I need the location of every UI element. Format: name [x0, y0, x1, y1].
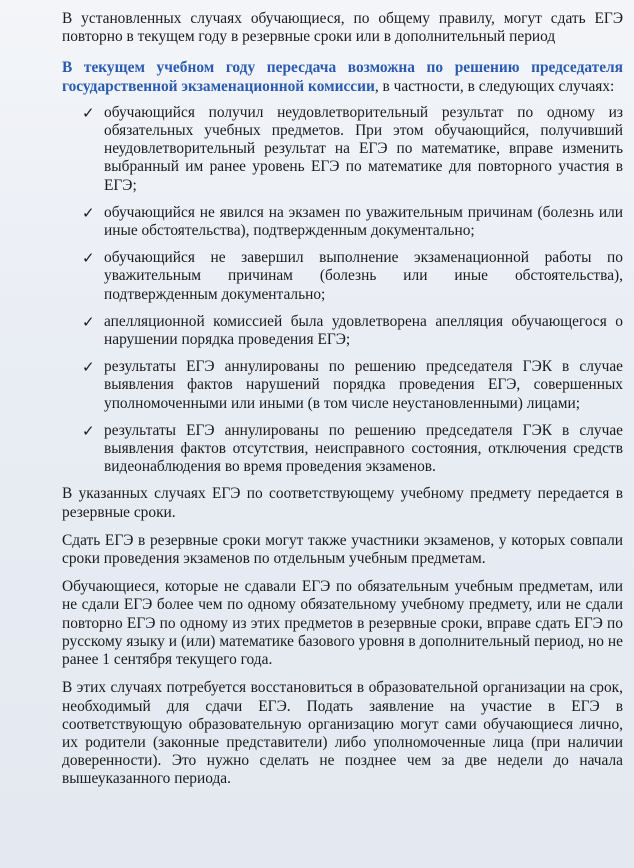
list-item-text: результаты ЕГЭ аннулированы по решению председателя ГЭК в случае выявления фактов отсутствия, неисправного состояния, отключения средств видеонаблюдения во время проведения экзаменов. [104, 421, 623, 476]
checkmark-icon: ✓ [82, 103, 95, 122]
cases-list [62, 104, 623, 477]
additional-period-paragraph: Обучающиеся, которые не сдавали ЕГЭ по обязательным учебным предметам, или не сдали ЕГЭ более чем по одному обязательному учебному предмету, или не сдали повторно ЕГЭ по одному из этих предметов в резервные сроки, вправе сдать ЕГЭ по русскому языку и (или) математике базового уровня в дополнительный период, но не ранее 1 сентября текущего года. [62, 578, 623, 669]
list-item-text: обучающийся не явился на экзамен по уважительным причинам (болезнь или иные обстоятельства), подтвержденным документально; [104, 203, 623, 240]
intro-paragraph: В установленных случаях обучающиеся, по общему правилу, могут сдать ЕГЭ повторно в текущем году в резервные сроки или в дополнительный период [62, 10, 623, 46]
checkmark-icon: ✓ [82, 421, 95, 440]
lead-rest-text: , в частности, в следующих случаях: [374, 77, 615, 95]
reserve-dates-paragraph: В указанных случаях ЕГЭ по соответствующему учебному предмету передается в резервные сроки. [62, 485, 623, 521]
list-item [82, 249, 623, 304]
list-item-text: обучающийся не завершил выполнение экзаменационной работы по уважительным причинам (болезнь или иные обстоятельства), подтвержденным документально; [104, 249, 623, 303]
list-item [82, 358, 623, 413]
lead-paragraph [62, 59, 623, 95]
list-item-text: апелляционной комиссией была удовлетворена апелляция обучающегося о нарушении порядка проведения ЕГЭ; [104, 312, 623, 349]
overlap-paragraph: Сдать ЕГЭ в резервные сроки могут также участники экзаменов, у которых совпали сроки проведения экзаменов по отдельным учебным предметам. [62, 531, 623, 568]
list-item [82, 203, 623, 240]
highlighted-text: В текущем учебном году пересдача возможна по решению председателя государственной экзаменационной комиссии [62, 59, 623, 95]
checkmark-icon: ✓ [82, 203, 95, 222]
checkmark-icon: ✓ [82, 249, 95, 268]
checkmark-icon: ✓ [82, 358, 95, 377]
list-item [82, 103, 623, 195]
list-item [82, 421, 623, 477]
list-item-text: обучающийся получил неудовлетворительный результат по одному из обязательных учебных предметов. При этом обучающийся, получивший неудовлетворительный результат на ЕГЭ по математике, вправе изменить выбранный им ранее уровень ЕГЭ по математике для повторного участия в ЕГЭ; [104, 103, 623, 194]
list-item [82, 312, 623, 349]
checkmark-icon: ✓ [82, 312, 95, 331]
list-item-text: результаты ЕГЭ аннулированы по решению председателя ГЭК в случае выявления фактов нарушений порядка проведения ЕГЭ, совершенных уполномоченными или иными (в том числе неустановленными) лицами; [104, 358, 623, 412]
restore-paragraph: В этих случаях потребуется восстановиться в образовательной организации на срок, необходимый для сдачи ЕГЭ. Подать заявление на участие в ЕГЭ в соответствующую образовательную организацию могут сами обучающиеся лично, их родители (законные представители) либо уполномоченные лица (при наличии доверенности). Это нужно сделать не позднее чем за две недели до начала вышеуказанного периода. [62, 679, 623, 788]
